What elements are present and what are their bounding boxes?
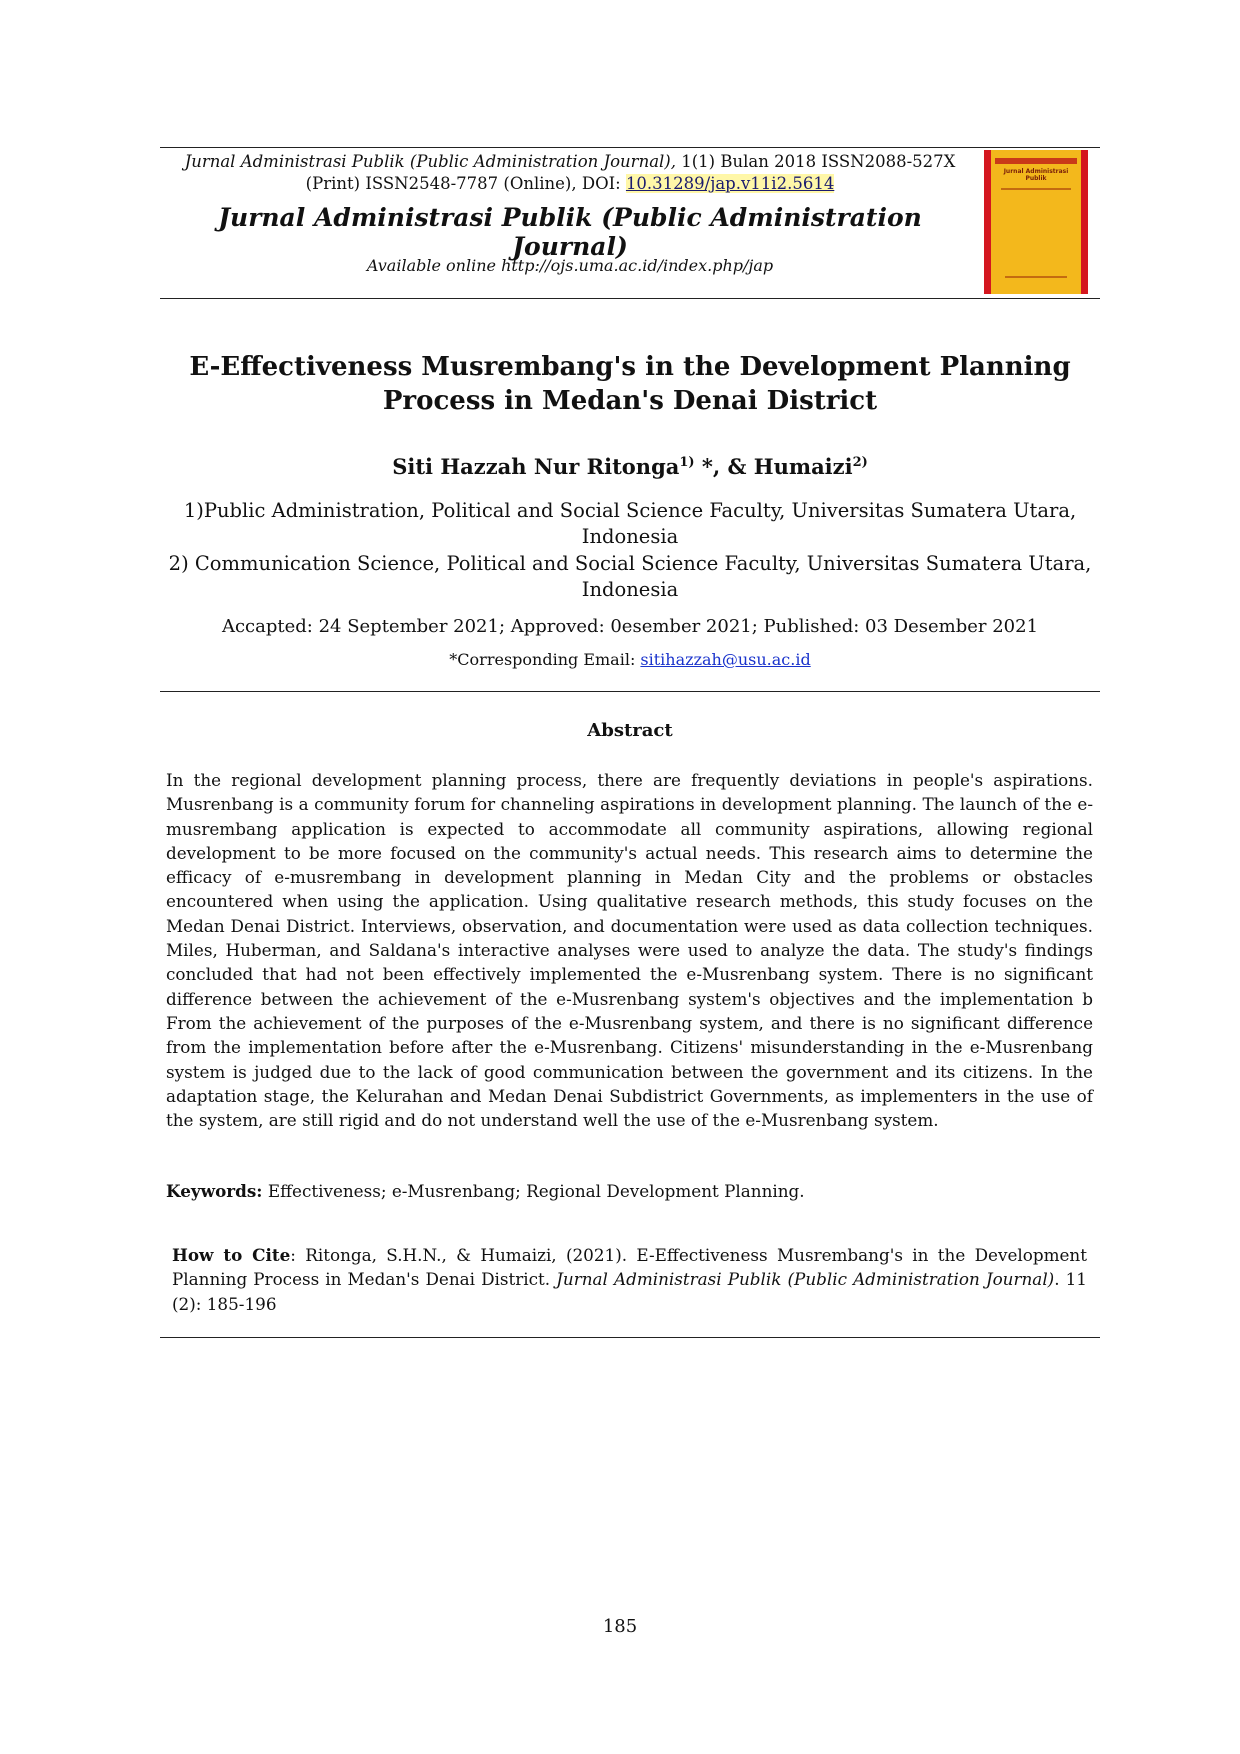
corresponding-email-line [160, 650, 1100, 669]
online-availability: Available online http://ojs.uma.ac.id/index.php/jap [366, 256, 774, 275]
author-1: Siti Hazzah Nur Ritonga [392, 454, 680, 479]
citation-issue: 1(1) Bulan 2018 ISSN2088-527X (Print) ISSN2548-7787 (Online), DOI: [305, 152, 956, 193]
cover-band [995, 158, 1077, 164]
affiliation-2: 2) Communication Science, Political and Social Science Faculty, Universitas Sumatera Utara, Indonesia [168, 552, 1092, 601]
cover-title: Jurnal Administrasi Publik [1003, 168, 1069, 182]
publication-dates: Accapted: 24 September 2021; Approved: 0esember 2021; Published: 03 Desember 2021 [221, 616, 1039, 637]
how-to-cite [172, 1243, 1087, 1316]
cite-journal: Jurnal Administrasi Publik (Public Administration Journal) [556, 1269, 1055, 1290]
abstract-top-rule [160, 691, 1100, 692]
cover-line [1001, 188, 1071, 190]
cite-tail: . 11 (2): 185-196 [172, 1269, 1087, 1314]
keywords-label: Keywords: [166, 1181, 263, 1201]
affiliation-1: 1)Public Administration, Political and Social Science Faculty, Universitas Sumatera Utara, Indonesia [183, 499, 1077, 548]
article-title: E-Effectiveness Musrembang's in the Development Planning Process in Medan's Denai District [189, 352, 1071, 416]
abstract-heading: Abstract [587, 720, 673, 741]
author-1-affil-mark: 1) [679, 455, 695, 470]
keywords-text: Effectiveness; e-Musrenbang; Regional Development Planning. [262, 1181, 805, 1201]
abstract-bottom-rule [160, 1337, 1100, 1338]
page-number: 185 [602, 1616, 638, 1637]
journal-cover-image [984, 150, 1088, 294]
keywords [166, 1181, 1093, 1201]
doi-link[interactable]: 10.31289/jap.v11i2.5614 [625, 174, 835, 193]
journal-name: Jurnal Administrasi Publik (Public Administration Journal) [218, 203, 922, 261]
abstract-text: In the regional development planning process, there are frequently deviations in people's aspirations. Musrenbang is a community forum for channeling aspirations in development planning. The launch of the e-musrembang application is expected to accommodate all community aspirations, allowing regional development to be more focused on the community's actual needs. This research aims to determine the efficacy of e-musrembang in development planning in Medan City and the problems or obstacles encountered when using the application. Using qualitative research methods, this study focuses on the Medan Denai District. Interviews, observation, and documentation were used as data collection techniques. Miles, Huberman, and Saldana's interactive analyses were used to analyze the data. The study's findings concluded that had not been effectively implemented the e-Musrenbang system. There is no significant difference between the achievement of the e-Musrenbang system's objectives and the implementation b From the achievement of the purposes of the e-Musrenbang system, and there is no significant difference from the implementation before after the e-Musrenbang. Citizens' misunderstanding in the e-Musrenbang system is judged due to the lack of good communication between the government and its citizens. In the adaptation stage, the Kelurahan and Medan Denai Subdistrict Governments, as implementers in the use of the system, are still rigid and do not understand well the use of the e-Musrenbang system. [166, 770, 1093, 1131]
header-top-rule [160, 147, 1100, 148]
email-link[interactable]: sitihazzah@usu.ac.id [640, 650, 811, 669]
email-label: *Corresponding Email: [449, 650, 641, 669]
journal-citation-line [160, 151, 980, 195]
header-bottom-rule [160, 298, 1100, 299]
cite-text: : Ritonga, S.H.N., & Humaizi, (2021). E-Effectiveness Musrembang's in the Development Planning Process in Medan's Denai District. [172, 1245, 1087, 1290]
author-2-affil-mark: 2) [852, 455, 868, 470]
author-separator: *, & Humaizi [694, 454, 853, 479]
cite-label: How to Cite [172, 1245, 291, 1265]
authors [160, 454, 1100, 479]
citation-journal: Jurnal Administrasi Publik (Public Administration Journal), [184, 152, 676, 171]
cover-line [1005, 276, 1067, 278]
